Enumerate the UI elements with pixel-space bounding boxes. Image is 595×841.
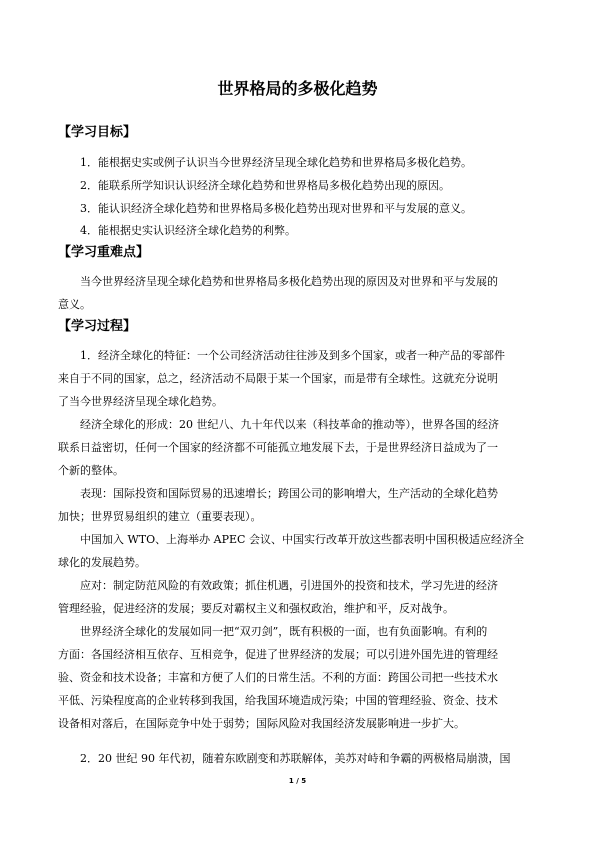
process-line: 了当今世界经济呈现全球化趋势。	[58, 395, 223, 408]
page-title: 世界格局的多极化趋势	[217, 79, 378, 98]
process-line: 平低、污染程度高的企业转移到我国，给我国环境造成污染；中国的管理经验、资金、技术	[58, 694, 498, 707]
page-number: 1 / 5	[288, 777, 307, 785]
process-line: 1．经济全球化的特征：一个公司经济活动往往涉及到多个国家，或者一种产品的零部件	[80, 349, 505, 362]
objective-item: 1．能根据史实或例子认识当今世界经济呈现全球化趋势和世界格局多极化趋势。	[80, 156, 472, 169]
process-line: 中国加入 WTO、上海举办 APEC 会议、中国实行改革开放这些都表明中国积极适应经济全	[80, 533, 524, 546]
process-line: 来自于不同的国家，总之，经济活动不局限于某一个国家，而是带有全球性。这就充分说明	[58, 372, 498, 385]
process-line: 2．20 世纪 90 年代初，随着东欧剧变和苏联解体，美苏对峙和争霸的两极格局崩溃，国	[80, 752, 511, 765]
process-line: 表现：国际投资和国际贸易的迅速增长；跨国公司的影响增大，生产活动的全球化趋势	[80, 487, 498, 500]
section-heading-objectives: 【学习目标】	[58, 125, 137, 140]
process-line: 应对：制定防范风险的有效政策；抓住机遇，引进国外的投资和技术，学习先进的经济	[80, 579, 498, 592]
section-heading-process: 【学习过程】	[58, 319, 137, 334]
process-line: 联系日益密切，任何一个国家的经济都不可能孤立地发展下去，于是世界经济日益成为了一	[58, 441, 498, 454]
objective-item: 2．能联系所学知识认识经济全球化趋势和世界格局多极化趋势出现的原因。	[80, 179, 450, 192]
process-line: 验、资金和技术设备；丰富和方便了人们的日常生活。不利的方面：跨国公司把一些技术水	[58, 671, 498, 684]
process-line: 个新的整体。	[58, 464, 124, 477]
process-line: 设备相对落后，在国际竞争中处于弱势；国际风险对我国经济发展影响进一步扩大。	[58, 717, 465, 730]
process-line: 方面：各国经济相互依存、互相竞争，促进了世界经济的发展；可以引进外国先进的管理经	[58, 648, 498, 661]
key-points-text: 意义。	[58, 298, 91, 311]
section-heading-key-points: 【学习重难点】	[58, 245, 150, 260]
process-line: 世界经济全球化的发展如同一把“双刃剑”，既有积极的一面，也有负面影响。有利的	[80, 625, 488, 638]
process-line: 加快；世界贸易组织的建立（重要表现）。	[58, 510, 262, 523]
process-line: 经济全球化的形成：20 世纪八、九十年代以来（科技革命的推动等），世界各国的经济	[80, 418, 499, 431]
objective-item: 4．能根据史实认识经济全球化趋势的利弊。	[80, 224, 296, 237]
process-line: 管理经验，促进经济的发展；要反对霸权主义和强权政治，维护和平，反对战争。	[58, 602, 454, 615]
objective-item: 3．能认识经济全球化趋势和世界格局多极化趋势出现对世界和平与发展的意义。	[80, 202, 472, 215]
process-line: 球化的发展趋势。	[58, 556, 146, 569]
key-points-text: 当今世界经济呈现全球化趋势和世界格局多极化趋势出现的原因及对世界和平与发展的	[80, 275, 498, 288]
